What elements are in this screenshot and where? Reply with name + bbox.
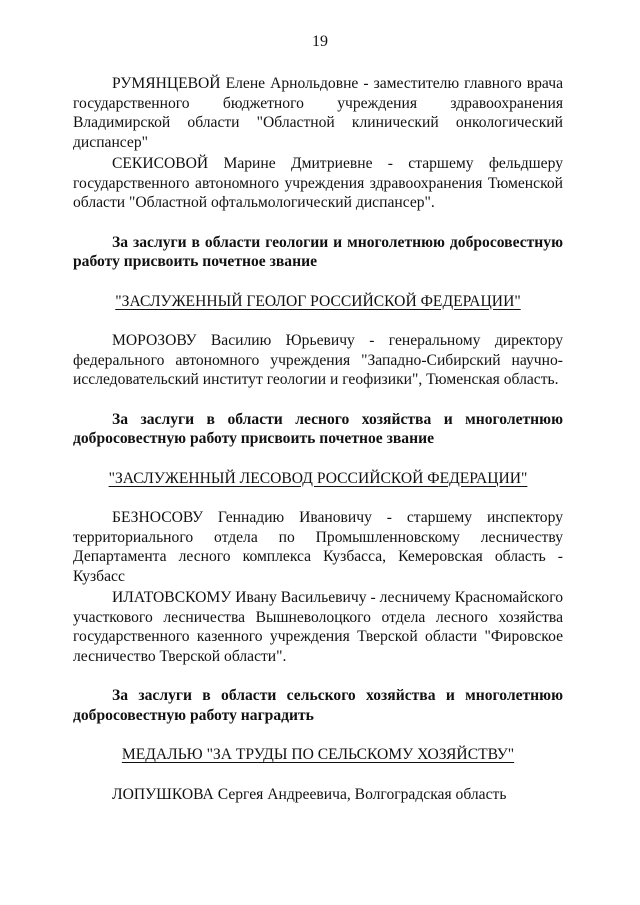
award-entry-morozov: МОРОЗОВУ Василию Юрьевичу - генеральному директору федерального автономного учреждения "Западно-Сибирский научно-исследовательский институт геологии и геофизики", Тюменская область. bbox=[73, 332, 563, 388]
award-entry-lopushkov: ЛОПУШКОВА Сергея Андреевича, Волгоградская область bbox=[112, 785, 507, 803]
section-heading-forestry: За заслуги в области лесного хозяйства и многолетнюю добросовестную работу присвоить почетное звание bbox=[73, 410, 563, 447]
award-entry-beznosov: БЕЗНОСОВУ Геннадию Ивановичу - старшему инспектору территориального отдела по Промышленновскому лесничеству Департамента лесного комплекса Кузбасса, Кемеровская область - Кузбасс bbox=[73, 509, 563, 585]
document-body bbox=[73, 74, 563, 804]
award-entry-rumyantseva: РУМЯНЦЕВОЙ Елене Арнольдовне - заместителю главного врача государственного бюджетного учреждения здравоохранения Владимирской области "Областной клинический онкологический диспансер" bbox=[73, 75, 563, 151]
award-entry-ilatovsky: ИЛАТОВСКОМУ Ивану Васильевичу - лесничему Красномайского участкового лесничества Вышневолоцкого отдела лесного хозяйства государственного казенного учреждения Тверской области "Фировское лесничество Тверской области". bbox=[73, 589, 563, 665]
honorary-title-forester: "ЗАСЛУЖЕННЫЙ ЛЕСОВОД РОССИЙСКОЙ ФЕДЕРАЦИИ" bbox=[108, 469, 528, 487]
section-heading-agriculture: За заслуги в области сельского хозяйства и многолетнюю добросовестную работу наградить bbox=[73, 687, 563, 724]
medal-title-agriculture: МЕДАЛЬЮ "ЗА ТРУДЫ ПО СЕЛЬСКОМУ ХОЗЯЙСТВУ" bbox=[121, 746, 515, 763]
page-number: 19 bbox=[312, 33, 328, 50]
award-entry-sekisova: СЕКИСОВОЙ Марине Дмитриевне - старшему фельдшеру государственного автономного учреждения здравоохранения Тюменской области "Областной офтальмологический диспансер". bbox=[73, 155, 563, 211]
honorary-title-geologist: "ЗАСЛУЖЕННЫЙ ГЕОЛОГ РОССИЙСКОЙ ФЕДЕРАЦИИ" bbox=[115, 292, 521, 310]
section-heading-geology: За заслуги в области геологии и многолетнюю добросовестную работу присвоить почетное звание bbox=[73, 233, 563, 270]
